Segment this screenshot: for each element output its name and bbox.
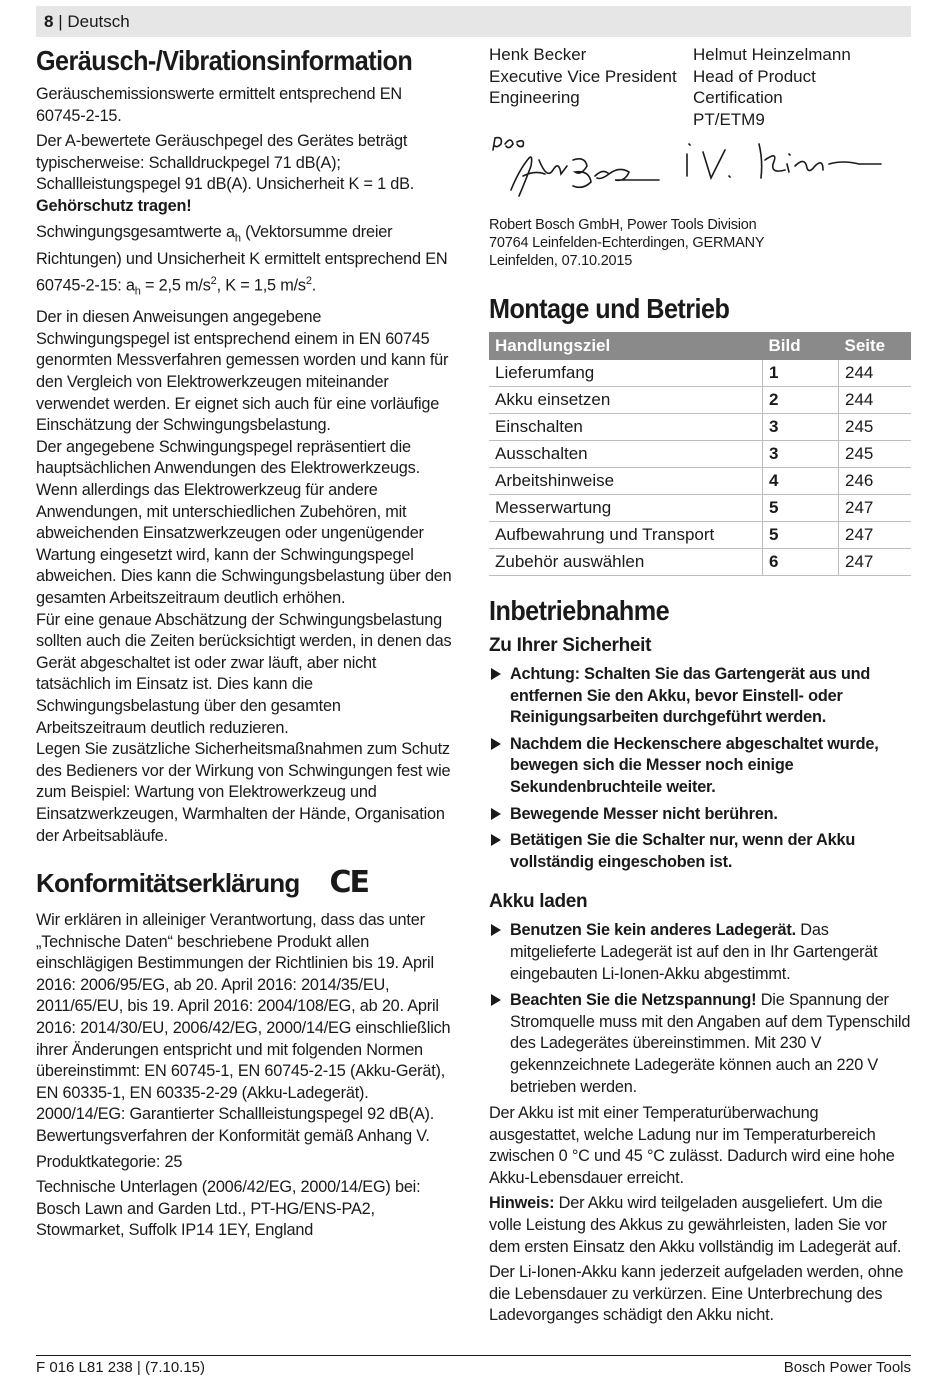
charging-bullet: Benutzen Sie kein anderes Ladegerät. Das mitgelieferte Ladegerät ist auf den in Ihr Gartengerät eingebauten Li-Ionen-Akku abgestimmt. [489,920,911,985]
bullet-triangle-icon [491,994,501,1006]
commissioning-title: Inbetriebnahme [489,595,670,626]
page-language: Deutsch [67,12,130,31]
signatory-1 [489,44,693,130]
conformity-paragraph-1: Wir erklären in alleiniger Verantwortung, dass das unter „Technische Daten“ beschriebene Produkt allen einschlägigen Bestimmungen der Richtlinien bis 19. April 2016: 2006/95/EG, ab 20. April 2016: 2014/35/EU, 2011/65/EU, bis 19. April 2016: 2004/108/EG, ab 20. April 2016: 2014/30/EU, 2006/42/EG, 2000/14/EG einschließlich ihrer Änderungen entspricht und mit folgenden Normen übereinstimmt: EN 60745-1, EN 60745-2-15 (Akku-Gerät), EN 60335-1, EN 60335-2-29 (Akku-Ladegerät). [36,911,451,1102]
vibration-paragraph-1: Schwingungsgesamtwerte $a_h$ (Vektorsumme dreier Richtungen) und Unsicherheit K ermittelt entsprechend EN 60745-2-15: $a_h = 2,5$ $m/s^2$, K = 1,5 $m/s^2$. [36,222,448,298]
safety-bullet: Bewegende Messer nicht berühren. [489,804,911,826]
company-address-line-1: Robert Bosch GmbH, Power Tools Division [489,217,757,233]
vibration-paragraph-3: Der angegebene Schwingungspegel repräsentiert die hauptsächlichen Anwendungen des Elektrowerkzeugs. Wenn allerdings das Elektrowerkzeug für andere Anwendungen, mit unterschiedlichen Zubehören, mit abweichenden Einsatzwerkzeugen oder ungenügender Wartung eingesetzt wird, kann der Schwingungspegel abweichen. Dies kann die Schwingungsbelastung über den gesamten Arbeitszeitraum deutlich erhöhen. [36,437,452,607]
signatory-department: Engineering [489,88,580,107]
product-category: Produktkategorie: 25 [36,1152,183,1171]
signatures-image [489,130,911,216]
bullet-triangle-icon [491,668,501,680]
left-column [36,44,454,1242]
safety-bullet: Achtung: Schalten Sie das Gartengerät aus und entfernen Sie den Akku, bevor Einstell- oder Reinigungsarbeiten durchgeführt werden. [489,664,911,729]
table-header-page: Seite [839,332,912,360]
noise-title: Geräusch-/Vibrationsinformation [36,45,413,76]
bullet-triangle-icon [491,834,501,846]
place-date: Leinfelden, 07.10.2015 [489,253,633,269]
signatory-2 [693,44,897,130]
page-header: 8 | Deutsch [36,6,911,37]
conformity-paragraph-2: 2000/14/EG: Garantierter Schallleistungspegel 92 dB(A). Bewertungsverfahren der Konformität gemäß Anhang V. [36,1105,435,1146]
operation-table [489,332,911,576]
table-row: Akku einsetzen 2 244 [489,387,911,414]
bullet-triangle-icon [491,738,501,750]
table-header-row [489,332,911,360]
footer-document-id: F 016 L81 238 | (7.10.15) [36,1359,206,1376]
charging-bullet: Beachten Sie die Netzspannung! Die Spannung der Stromquelle muss mit den Angaben auf dem Typenschild des Ladegerätes übereinstimmen. Mit 230 V gekennzeichnete Ladegeräte können auch an 220 V betrieben werden. [489,990,911,1098]
footer-brand: Bosch Power Tools [783,1359,911,1376]
company-address-line-2: 70764 Leinfelden-Echterdingen, GERMANY [489,235,765,251]
conformity-heading [36,865,454,900]
signatory-department: PT/ETM9 [693,109,765,129]
signatory-title: Head of Product Certification [693,66,816,107]
vibration-paragraph-2: Der in diesen Anweisungen angegebene Schwingungspegel ist entsprechend einem in EN 60745 genormten Messverfahren gemessen worden und kann für den Vergleich von Elektrowerkzeugen miteinander verwendet werden. Er eignet sich auch für eine vorläufige Einschätzung der Schwingungsbelastung. [36,308,449,435]
footer-divider [36,1355,911,1356]
bullet-triangle-icon [491,808,501,820]
noise-paragraph-2: Der A-bewertete Geräuschpegel des Gerätes beträgt typischerweise: Schalldruckpegel 71 dB(A); Schallleistungspegel 91 dB(A). Unsicherheit K = 1 dB. [36,132,415,194]
table-header-figure: Bild [763,332,839,360]
signatory-title: Executive Vice President [489,66,677,86]
table-row: Ausschalten 3 245 [489,441,911,468]
hearing-protection-note: Gehörschutz tragen! [36,196,192,215]
vibration-paragraph-5: Legen Sie zusätzliche Sicherheitsmaßnahmen zum Schutz des Bedieners vor der Wirkung von Schwingungen fest wie zum Beispiel: Wartung von Elektrowerkzeug und Einsatzwerkzeugen, Warmhalten der Hände, Organisation der Arbeitsabläufe. [36,740,451,845]
noise-paragraph-1: Geräuschemissionswerte ermittelt entsprechend EN 60745-2-15. [36,85,402,125]
signatory-name: Helmut Heinzelmann [693,45,851,64]
table-row: Arbeitshinweise 4 246 [489,468,911,495]
technical-documents: Technische Unterlagen (2006/42/EG, 2000/14/EG) bei: Bosch Lawn and Garden Ltd., PT-HG/ENS-PA2, Stowmarket, Suffolk IP14 1EY, England [36,1178,421,1240]
vibration-paragraph-4: Für eine genaue Abschätzung der Schwingungsbelastung sollten auch die Zeiten berücksichtigt werden, in denen das Gerät abgeschaltet ist oder zwar läuft, aber nicht tatsächlich im Einsatz ist. Dies kann die Schwingungsbelastung über den gesamten Arbeitszeitraum deutlich reduzieren. [36,610,452,737]
signatory-name: Henk Becker [489,45,587,64]
montage-title: Montage und Betrieb [489,293,730,324]
temperature-paragraph: Der Akku ist mit einer Temperaturüberwachung ausgestattet, welche Ladung nur im Temperaturbereich zwischen 0 °C und 45 °C zulässt. Dadurch wird eine hohe Akku-Lebensdauer erreicht. [489,1104,895,1187]
signatories [489,44,911,130]
battery-charging-title: Akku laden [489,891,588,913]
hint-paragraph: Hinweis: Der Akku wird teilgeladen ausgeliefert. Um die volle Leistung des Akkus zu gewährleisten, laden Sie vor dem ersten Einsatz den Akku vollständig im Ladegerät auf. [489,1194,902,1256]
table-row: Lieferumfang 1 244 [489,360,911,387]
safety-bullet: Nachdem die Heckenschere abgeschaltet wurde, bewegen sich die Messer noch einige Sekundenbruchteile weiter. [489,734,911,799]
page-number: 8 [44,12,54,31]
recharge-paragraph: Der Li-Ionen-Akku kann jederzeit aufgeladen werden, ohne die Lebensdauer zu verkürzen. Eine Unterbrechung des Ladevorganges schädigt den Akku nicht. [489,1263,904,1325]
ce-mark-logo: CE [329,865,368,901]
handwritten-signatures [489,130,911,216]
safety-bullet: Betätigen Sie die Schalter nur, wenn der Akku vollständig eingeschoben ist. [489,830,911,873]
table-row: Messerwartung 5 247 [489,495,911,522]
table-row: Einschalten 3 245 [489,414,911,441]
bullet-triangle-icon [491,924,501,936]
table-row: Zubehör auswählen 6 247 [489,549,911,576]
table-header-goal: Handlungsziel [489,332,763,360]
conformity-title: Konformitätserklärung [36,867,300,898]
safety-title: Zu Ihrer Sicherheit [489,635,652,656]
table-row: Aufbewahrung und Transport 5 247 [489,522,911,549]
right-column [489,44,911,1327]
